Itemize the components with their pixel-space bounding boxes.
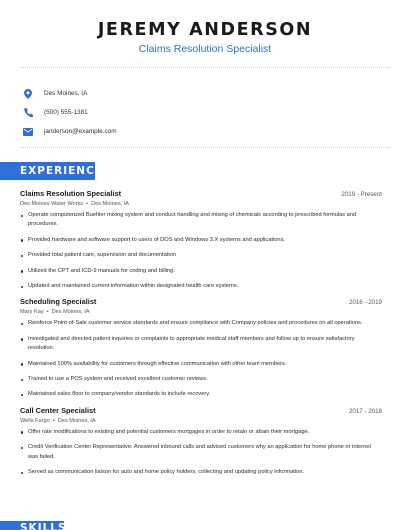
bullet-item: Trained to use a POS system and received excellent customer reviews. <box>20 375 382 384</box>
job-bullets <box>20 428 382 478</box>
section-skills-heading: SKILLS <box>0 521 64 530</box>
section-experience-heading: EXPERIENCE <box>0 162 95 180</box>
resume-header <box>0 0 410 56</box>
contact-divider <box>20 147 390 148</box>
bullet-item: Reinforce Point-of-Sale customer service standards and ensure compliance with Company policies and procedures on all operations. <box>20 319 382 328</box>
phone-icon <box>20 108 36 117</box>
experience-list <box>20 189 382 484</box>
candidate-name: JEREMY ANDERSON <box>97 20 313 40</box>
contact-location-text: Des Moines, IA <box>44 90 88 97</box>
job-entry <box>20 189 382 291</box>
bullet-item: Offer rate modifications to existing and potential customers mortgages in order to retain or attain their mortgage. <box>20 428 382 437</box>
job-entry <box>20 406 382 478</box>
job-bullets <box>20 319 382 399</box>
contact-phone <box>20 103 117 122</box>
job-company: Des Moines Water Works <box>20 201 84 207</box>
contact-phone-text: (500) 555-1381 <box>44 109 88 116</box>
job-dates: 2019 - Present <box>341 191 382 198</box>
job-bullets <box>20 211 382 291</box>
bullet-item: Provided total patient care, supervision and documentation <box>20 251 382 260</box>
job-dates: 2016 - 2019 <box>348 299 382 307</box>
job-entry <box>20 297 382 399</box>
bullet-item: Utilized the CPT and ICD-9 manuals for coding and billing. <box>20 267 382 276</box>
bullet-item: Provided hardware and software support to users of DOS and Windows 3.X systems and applications. <box>20 236 382 245</box>
bullet-item: Served as communication liaison for auto and home policy holders, collecting and updating policy information. <box>20 468 382 477</box>
job-location: Des Moines, IA <box>51 309 90 316</box>
job-dates: 2017 - 2018 <box>348 407 382 415</box>
location-pin-icon <box>20 89 36 99</box>
bullet-item: Investigated and directed patient inquiries or complaints to appropriate medical staff members and follow up to ensure satisfactory resolution. <box>20 335 382 354</box>
bullet-item: Credit Verification Center Representative: Answered inbound calls and advised customers why an application for home phone or internet was failed. <box>20 443 382 462</box>
bullet-item: Operate computerized Buehler mixing system and conduct handling and mixing of chemicals according to prescribed formulas and procedures. <box>20 211 382 230</box>
job-meta: Wells Fargo • Des Moines, IA <box>20 417 96 424</box>
job-title: Scheduling Specialist <box>20 297 97 307</box>
header-divider <box>20 67 390 68</box>
bullet-item: Updated and maintained current information within designated health care systems. <box>20 282 382 291</box>
bullet-item: Maintained sales floor to company/vendor standards to include recovery. <box>20 390 382 399</box>
job-title: Claims Resolution Specialist <box>20 189 122 198</box>
contact-email-text: janderson@example.com <box>44 128 117 135</box>
job-meta: Mary Kay • Des Moines, IA <box>20 309 90 316</box>
job-meta: Des Moines Water Works • Des Moines, IA <box>20 201 130 207</box>
contact-location <box>20 84 117 103</box>
job-title: Call Center Specialist <box>20 405 96 415</box>
job-company: Wells Fargo <box>20 417 50 424</box>
job-location: Des Moines, IA <box>57 417 96 424</box>
email-icon <box>20 128 36 136</box>
contact-list <box>20 84 117 141</box>
candidate-title: Claims Resolution Specialist <box>138 43 272 55</box>
contact-email <box>20 122 117 141</box>
bullet-item: Maintained 100% availability for customers through effective communication with other team members. <box>20 360 382 369</box>
job-company: Mary Kay <box>20 309 44 316</box>
job-location: Des Moines, IA <box>91 201 130 207</box>
